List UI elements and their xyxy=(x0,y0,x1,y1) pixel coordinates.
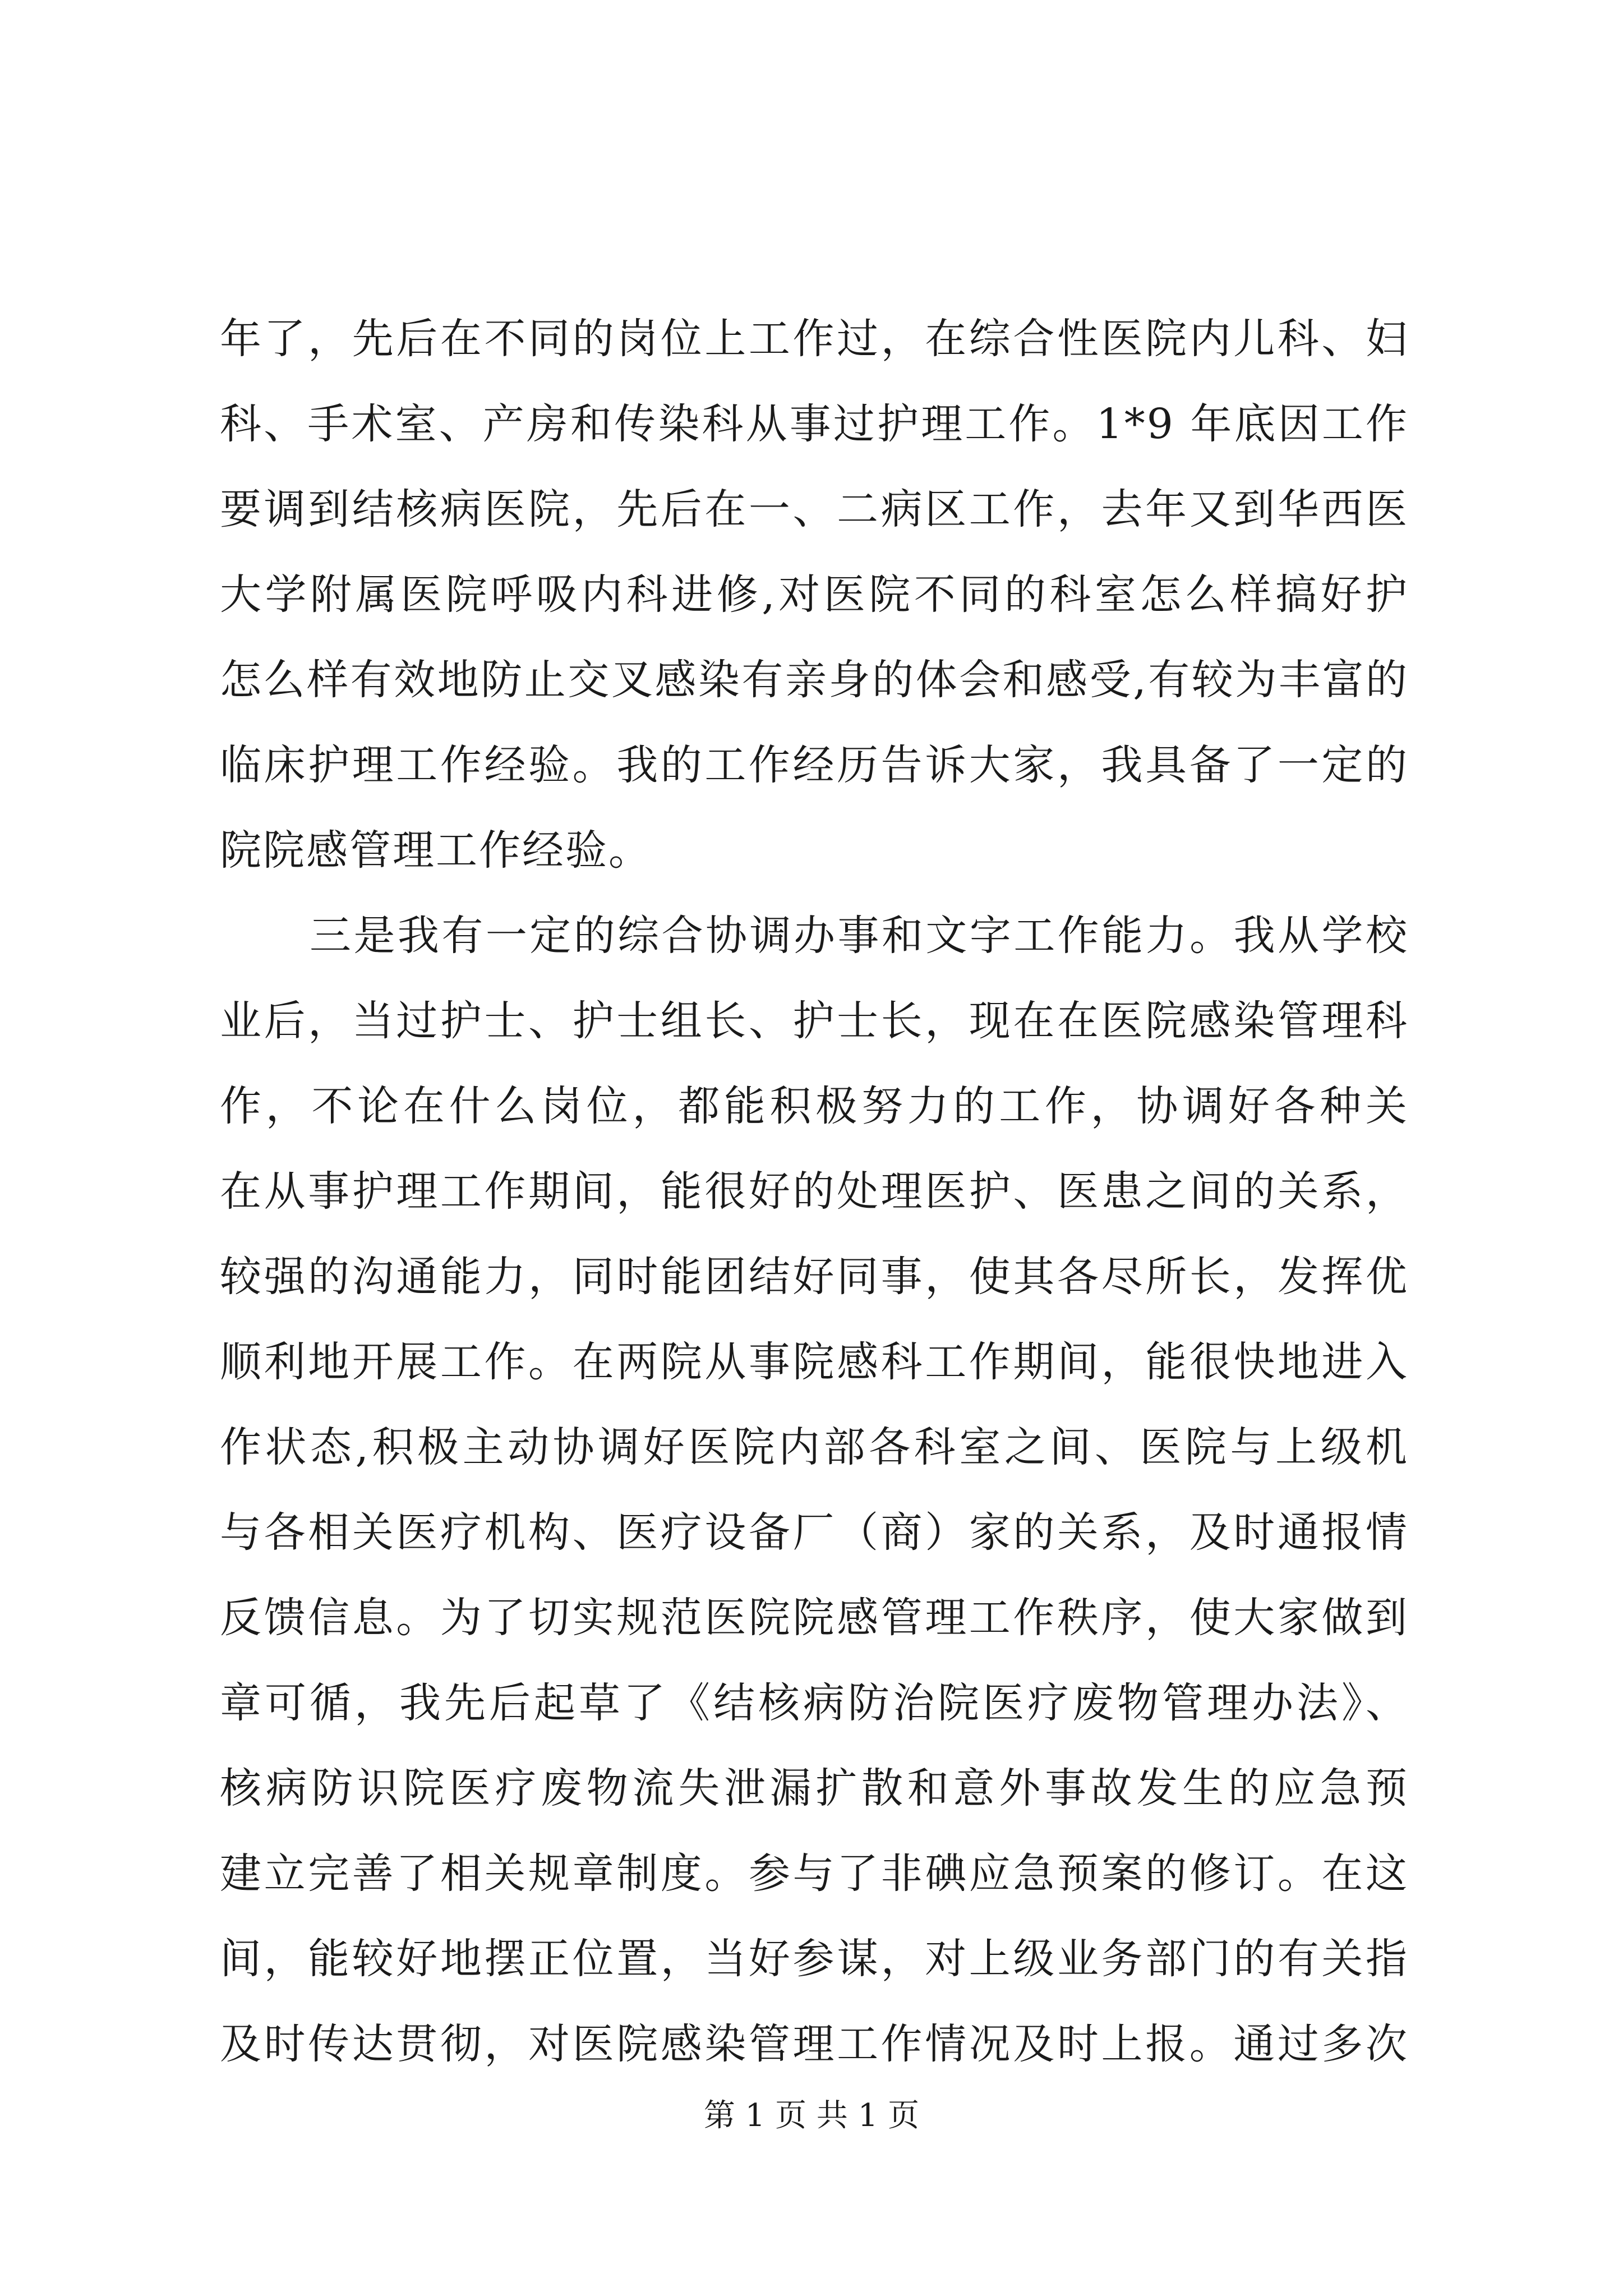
text-line: 及时传达贯彻，对医院感染管理工作情况及时上报。通过多次 xyxy=(220,2020,1409,2068)
text-line: 章可循，我先后起草了《结核病防治院医疗废物管理办法》、 xyxy=(220,1679,1409,1727)
text-line: 作，不论在什么岗位，都能积极努力的工作，协调好各种关 xyxy=(220,1082,1409,1130)
page-number-footer: 第 1 页 共 1 页 xyxy=(703,2097,920,2134)
text-line: 较强的沟通能力，同时能团结好同事，使其各尽所长，发挥优 xyxy=(220,1253,1409,1301)
text-line: 年了，先后在不同的岗位上工作过，在综合性医院内儿科、妇 xyxy=(220,315,1409,363)
document-body xyxy=(220,296,1409,2087)
text-line: 建立完善了相关规章制度。参与了非碘应急预案的修订。在这 xyxy=(220,1849,1409,1898)
text-line: 与各相关医疗机构、医疗设备厂（商）家的关系，及时通报情 xyxy=(220,1508,1409,1557)
text-line: 反馈信息。为了切实规范医院院感管理工作秩序，使大家做到 xyxy=(220,1594,1409,1642)
text-line: 间，能较好地摆正位置，当好参谋，对上级业务部门的有关指 xyxy=(220,1935,1409,1983)
text-line: 顺利地开展工作。在两院从事院感科工作期间，能很快地进入 xyxy=(220,1338,1409,1386)
text-line: 怎么样有效地防止交叉感染有亲身的体会和感受,有较为丰富的 xyxy=(220,656,1409,704)
text-line: 业后，当过护士、护士组长、护士长，现在在医院感染管理科 xyxy=(220,997,1409,1045)
text-line: 作状态,积极主动协调好医院内部各科室之间、医院与上级机 xyxy=(220,1423,1409,1471)
text-line: 要调到结核病医院，先后在一、二病区工作，去年又到华西医 xyxy=(220,485,1409,533)
text-line: 科、手术室、产房和传染科从事过护理工作。1*9 年底因工作 xyxy=(220,400,1409,448)
text-line-paragraph-start: 三是我有一定的综合协调办事和文字工作能力。我从学校 xyxy=(310,912,1409,960)
text-line: 核病防识院医疗废物流失泄漏扩散和意外事故发生的应急预 xyxy=(220,1764,1409,1812)
text-line: 大学附属医院呼吸内科进修,对医院不同的科室怎么样搞好护 xyxy=(220,570,1409,619)
text-line: 临床护理工作经验。我的工作经历告诉大家，我具备了一定的 xyxy=(220,741,1409,789)
text-line-paragraph-end: 院院感管理工作经验。 xyxy=(220,826,652,875)
text-line: 在从事护理工作期间，能很好的处理医护、医患之间的关系， xyxy=(220,1167,1409,1216)
